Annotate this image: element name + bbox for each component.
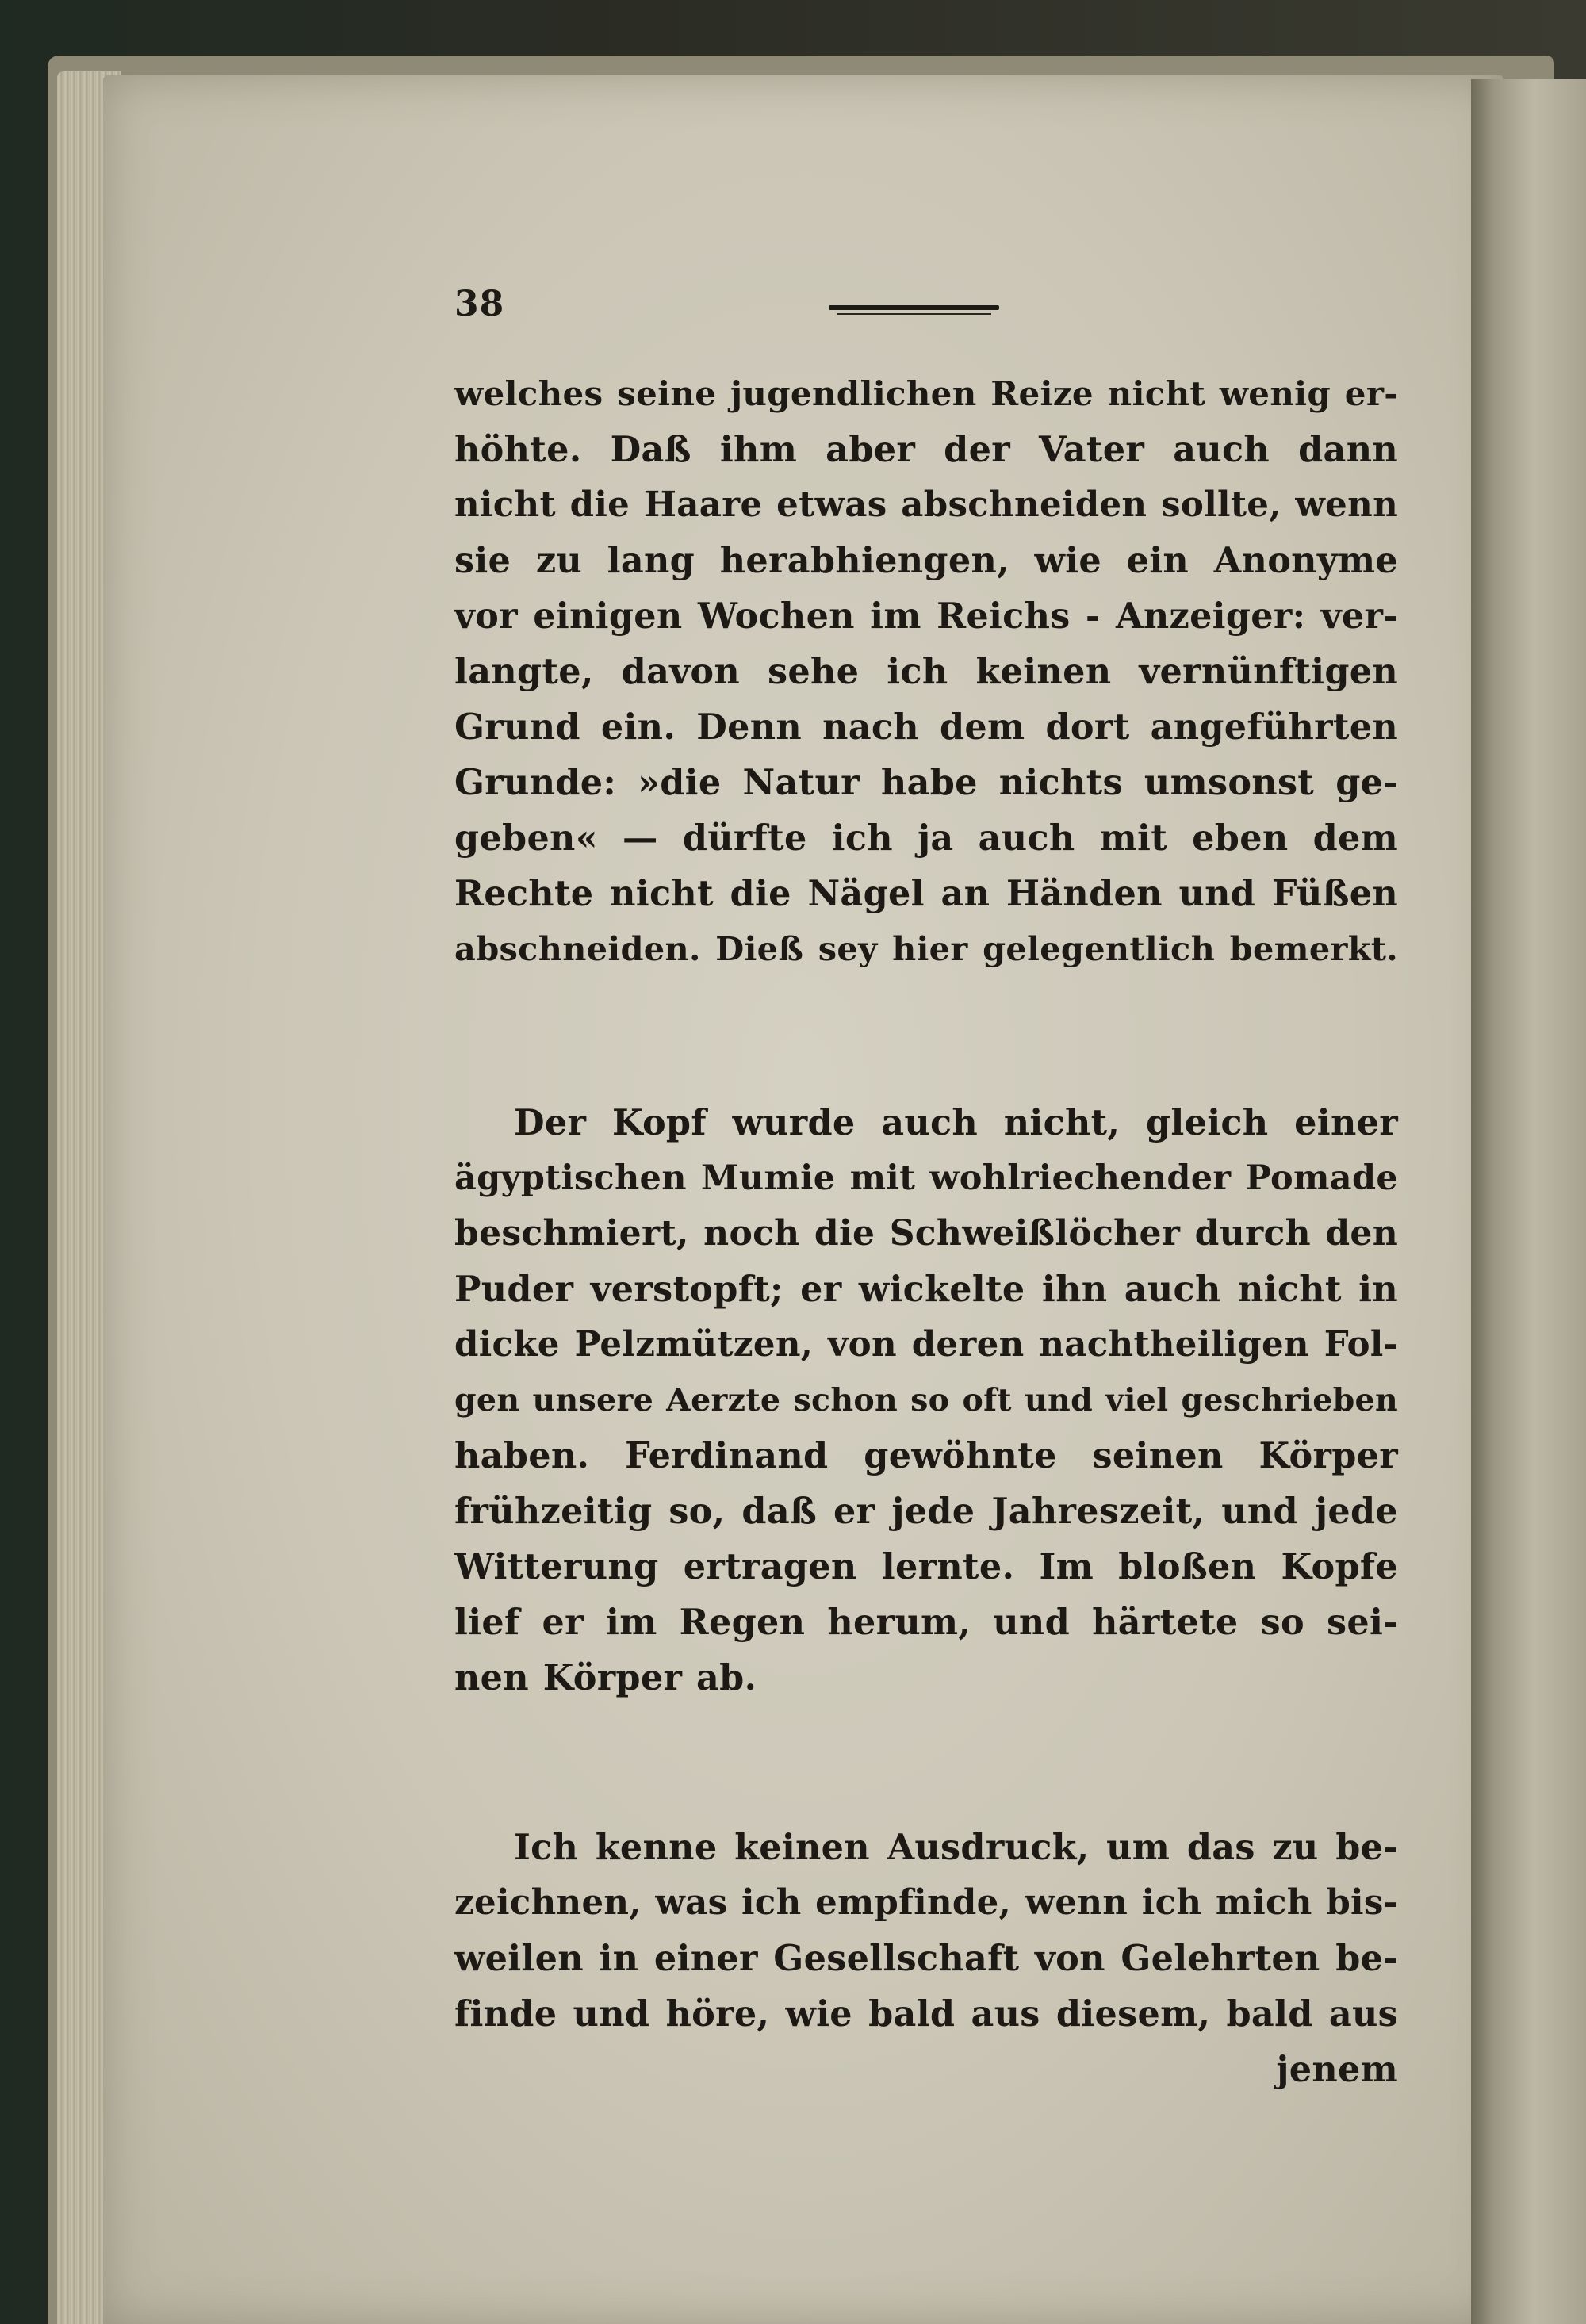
text-line: höhte. Daß ihm aber der Vater auch dann <box>454 429 1398 470</box>
text-line: ägyptischen Mumie mit wohlriechender Pomade <box>454 1158 1398 1198</box>
text-line: Rechte nicht die Nägel an Händen und Füßen <box>454 873 1398 914</box>
text-line: abschneiden. Dieß sey hier gelegentlich bemerkt. <box>454 929 1398 968</box>
text-line: lief er im Regen herum, und härtete so sei- <box>454 1602 1398 1643</box>
text-line: dicke Pelzmützen, von deren nachtheiligen Fol- <box>454 1324 1398 1365</box>
text-line: zeichnen, was ich empfinde, wenn ich mich bis- <box>454 1882 1398 1923</box>
text-line: sie zu lang herabhiengen, wie ein Anonyme <box>454 540 1398 581</box>
text-line: Grund ein. Denn nach dem dort angeführten <box>454 706 1398 748</box>
text-line: nen Körper ab. <box>454 1657 757 1698</box>
catchword: jenem <box>1276 2049 1398 2090</box>
text-line: gen unsere Aerzte schon so oft und viel geschrieben <box>454 1382 1398 1419</box>
paragraph-2 <box>454 1095 1398 1706</box>
text-line: Ich kenne keinen Ausdruck, um das zu be- <box>514 1827 1398 1868</box>
text-line: geben« — dürfte ich ja auch mit eben dem <box>454 817 1398 859</box>
paragraph-1 <box>454 366 1398 977</box>
paragraph-3 <box>454 1820 1398 2097</box>
text-line: weilen in einer Gesellschaft von Gelehrten be- <box>454 1938 1398 1979</box>
text-line: Grunde: »die Natur habe nichts umsonst ge- <box>454 762 1398 803</box>
text-line: haben. Ferdinand gewöhnte seinen Körper <box>454 1435 1398 1476</box>
text-line: finde und höre, wie bald aus diesem, bald aus <box>454 1993 1398 2035</box>
page-number: 38 <box>454 284 505 324</box>
text-line: vor einigen Wochen im Reichs - Anzeiger: ver- <box>454 595 1398 637</box>
text-line: frühzeitig so, daß er jede Jahreszeit, und jede <box>454 1491 1398 1532</box>
text-line: langte, davon sehe ich keinen vernünftigen <box>454 651 1398 692</box>
book-gutter <box>1471 79 1586 2324</box>
text-line: Witterung ertragen lernte. Im bloßen Kopfe <box>454 1546 1398 1587</box>
text-line: nicht die Haare etwas abschneiden sollte, wenn <box>454 484 1398 525</box>
text-line: Der Kopf wurde auch nicht, gleich einer <box>514 1102 1398 1143</box>
text-line: Puder verstopft; er wickelte ihn auch nicht in <box>454 1269 1398 1310</box>
text-line: beschmiert, noch die Schweißlöcher durch den <box>454 1213 1398 1254</box>
header-rule <box>829 305 999 310</box>
text-line: welches seine jugendlichen Reize nicht wenig er- <box>454 374 1398 413</box>
